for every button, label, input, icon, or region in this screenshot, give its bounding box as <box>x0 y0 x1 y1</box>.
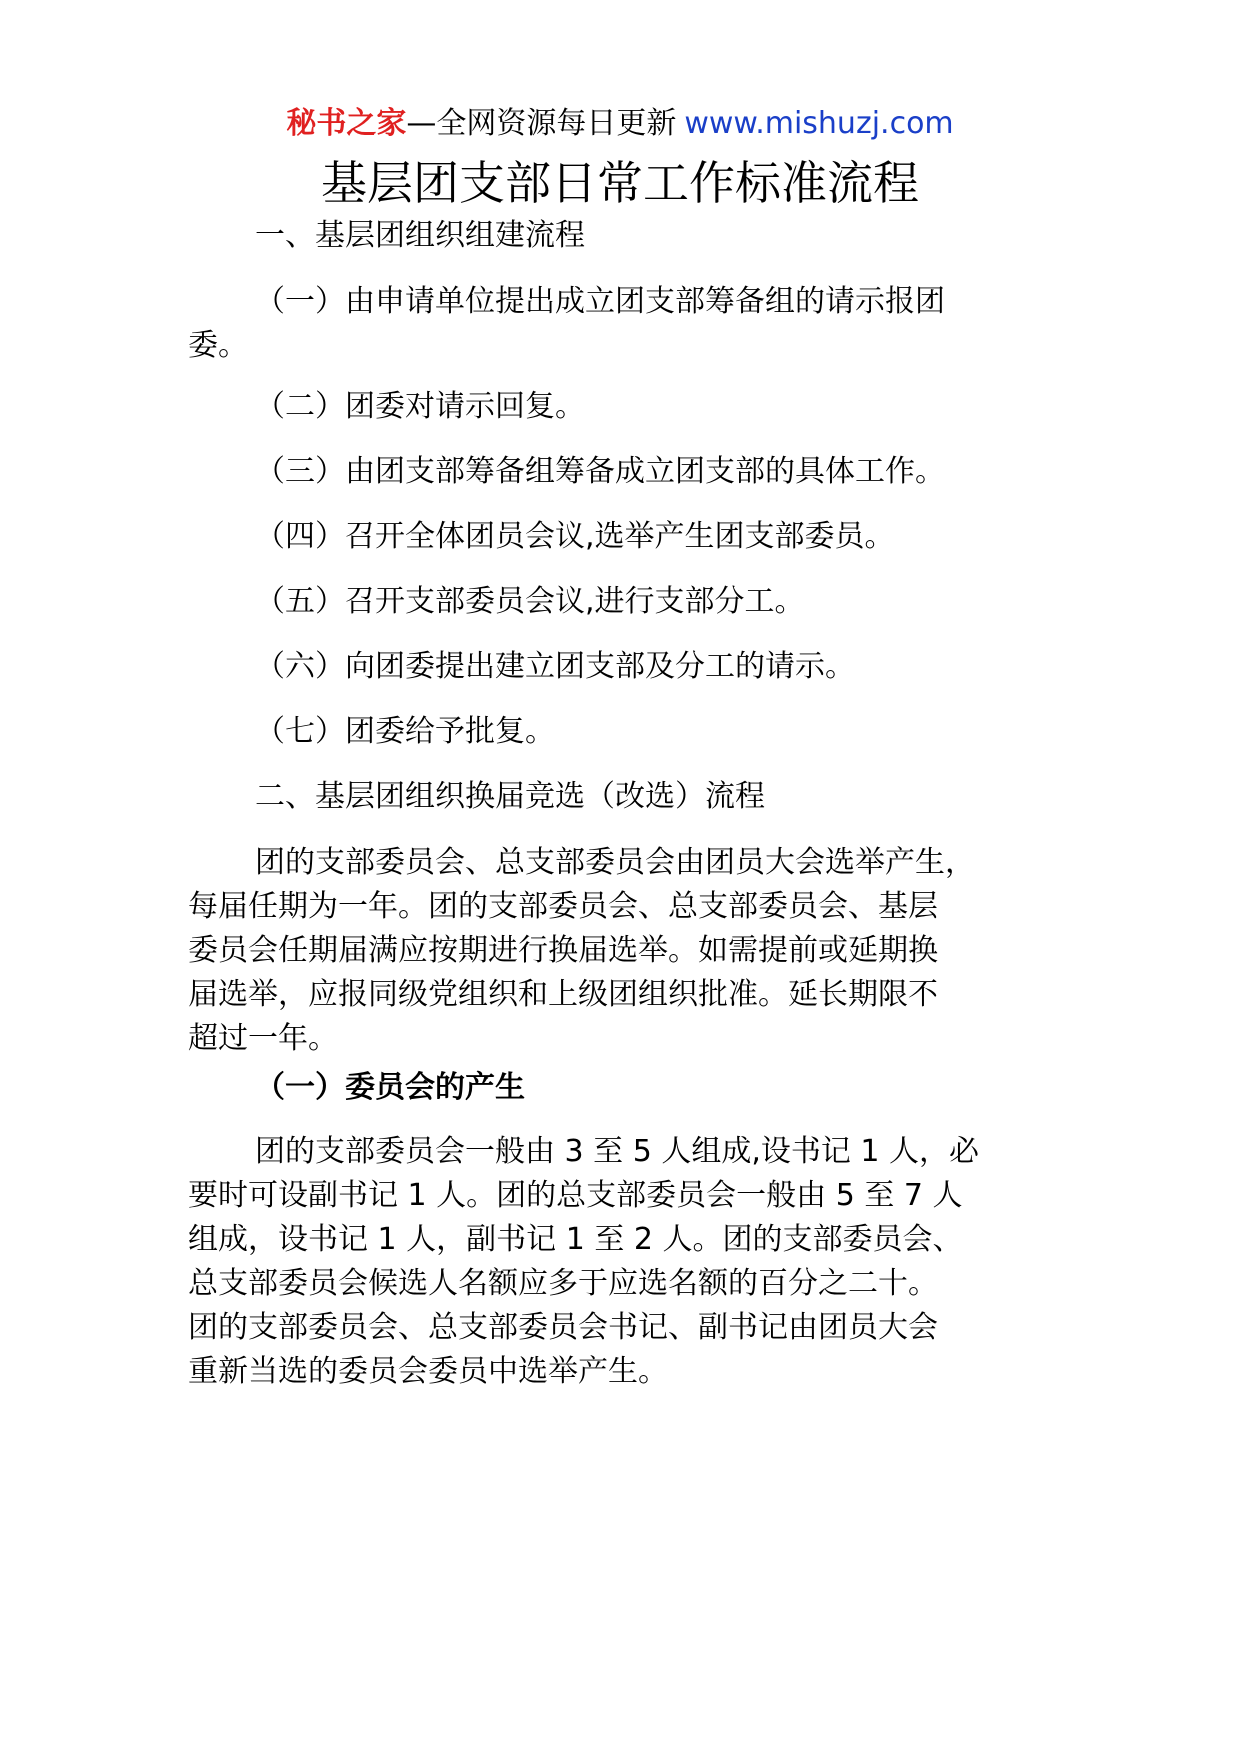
paragraph-line: 每届任期为一年。团的支部委员会、总支部委员会、基层 <box>188 889 938 924</box>
item-line: （一）由申请单位提出成立团支部筹备组的请示报团 <box>255 284 945 319</box>
section-1-item-1 <box>188 280 1088 368</box>
paragraph-line: 团的支部委员会、总支部委员会由团员大会选举产生， <box>255 845 975 880</box>
site-header <box>0 102 1240 146</box>
subsection-paragraph <box>188 1130 1088 1394</box>
section-1-item-3 <box>188 450 1088 494</box>
section-1-item-7 <box>188 710 1088 754</box>
brand-name: 秘书之家 <box>286 106 407 141</box>
header-slogan: —全网资源每日更新 <box>406 106 677 141</box>
paragraph-line: 团的支部委员会一般由 3 至 5 人组成,设书记 1 人，必 <box>255 1134 980 1169</box>
section-1-item-5 <box>188 580 1088 624</box>
subsection-heading: （一）委员会的产生 <box>255 1070 525 1105</box>
site-url-link[interactable]: www.mishuzj.com <box>684 106 954 141</box>
paragraph-line: 要时可设副书记 1 人。团的总支部委员会一般由 5 至 7 人 <box>188 1178 963 1213</box>
item-line: （六）向团委提出建立团支部及分工的请示。 <box>255 649 855 684</box>
paragraph-line: 超过一年。 <box>188 1021 338 1056</box>
item-line: （三）由团支部筹备组筹备成立团支部的具体工作。 <box>255 454 945 489</box>
document-title: 基层团支部日常工作标准流程 <box>321 156 919 210</box>
section-1-item-2 <box>188 385 1088 429</box>
section-1-item-4 <box>188 515 1088 559</box>
paragraph-line: 总支部委员会候选人名额应多于应选名额的百分之二十。 <box>188 1266 938 1301</box>
item-line: （五）召开支部委员会议,进行支部分工。 <box>255 584 805 619</box>
section-2-paragraph <box>188 841 1088 1061</box>
item-line: 委。 <box>188 328 248 363</box>
section-1-heading: 一、基层团组织组建流程 <box>255 218 585 253</box>
paragraph-line: 委员会任期届满应按期进行换届选举。如需提前或延期换 <box>188 933 938 968</box>
item-line: （七）团委给予批复。 <box>255 714 555 749</box>
paragraph-line: 届选举，应报同级党组织和上级团组织批准。延长期限不 <box>188 977 938 1012</box>
item-line: （二）团委对请示回复。 <box>255 389 585 424</box>
paragraph-line: 组成，设书记 1 人，副书记 1 至 2 人。团的支部委员会、 <box>188 1222 963 1257</box>
paragraph-line: 重新当选的委员会委员中选举产生。 <box>188 1354 668 1389</box>
section-2-heading: 二、基层团组织换届竞选（改选）流程 <box>255 779 765 814</box>
paragraph-line: 团的支部委员会、总支部委员会书记、副书记由团员大会 <box>188 1310 938 1345</box>
section-1-item-6 <box>188 645 1088 689</box>
item-line: （四）召开全体团员会议,选举产生团支部委员。 <box>255 519 895 554</box>
